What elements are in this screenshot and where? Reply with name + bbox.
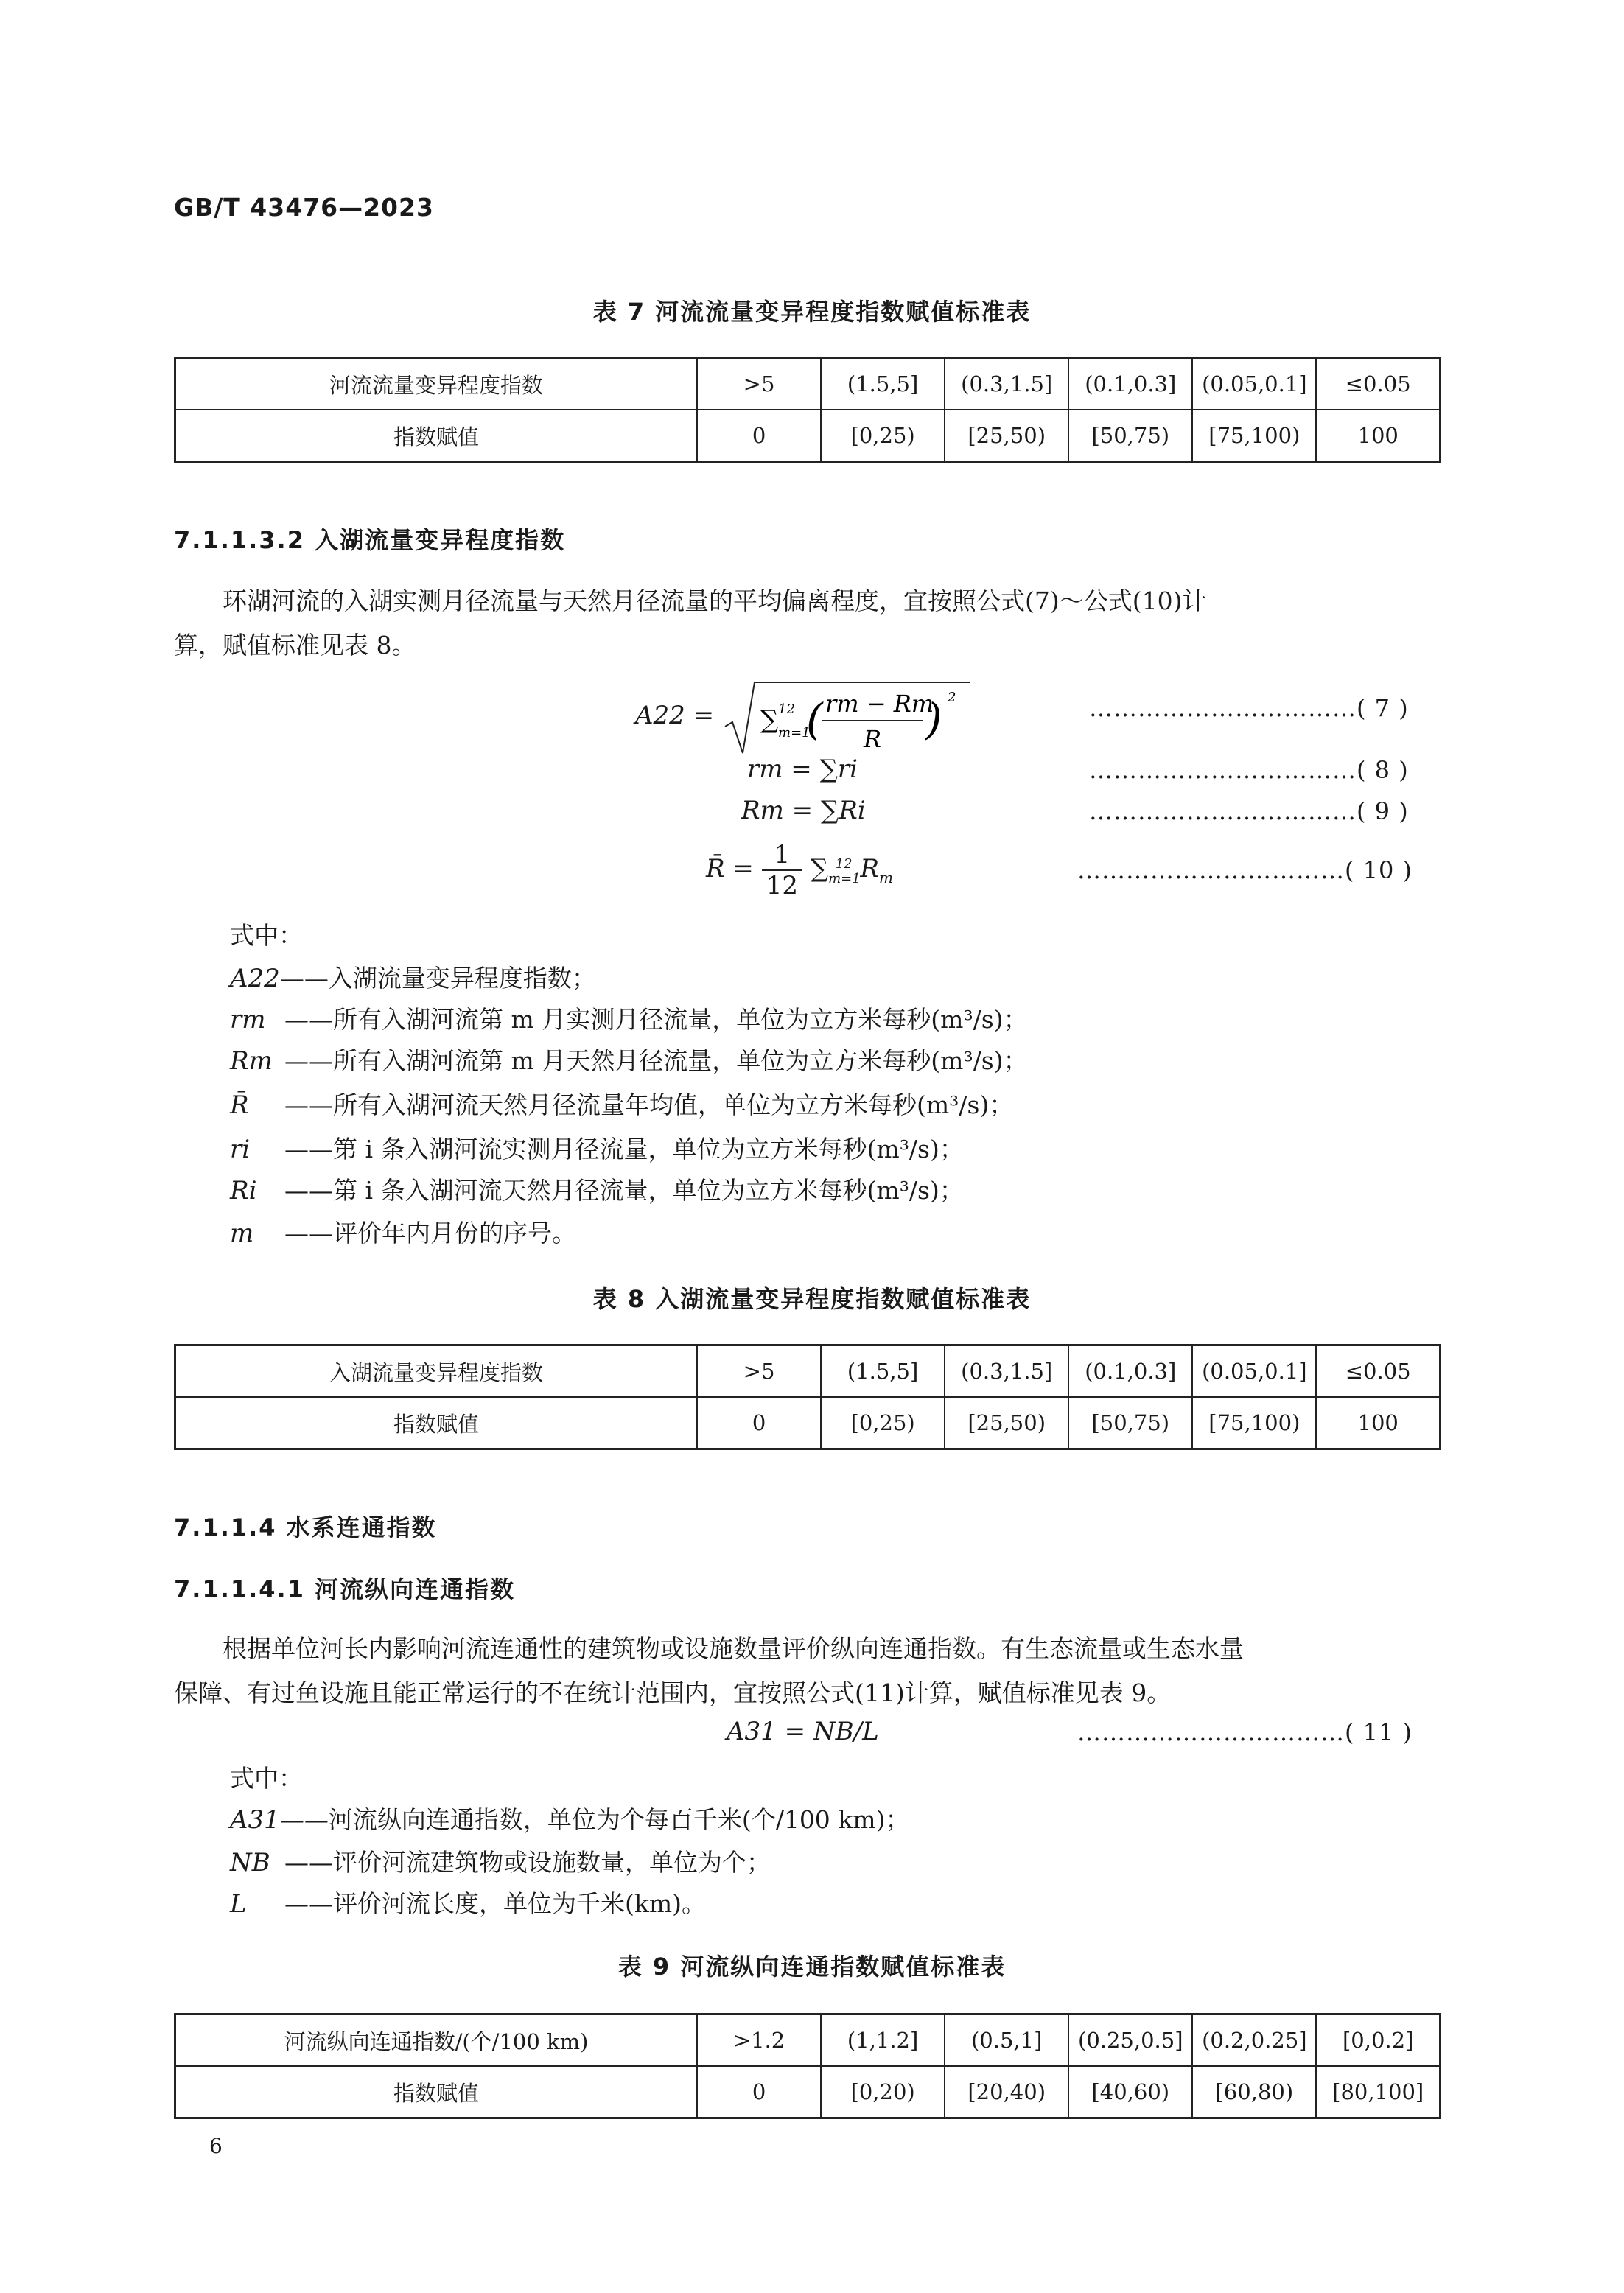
definition-row: [230, 1001, 1028, 1042]
definition-symbol: m: [230, 1219, 254, 1248]
table7: [174, 357, 1441, 463]
definition-symbol: A31: [230, 1805, 280, 1835]
definition-text: ——第 i 条入湖河流实测月径流量，单位为立方米每秒(m³/s)；: [284, 1135, 964, 1163]
table-cell: [50,75): [1068, 1397, 1192, 1449]
svg-text:2: 2: [947, 690, 956, 705]
table-cell: (1,1.2]: [821, 2014, 945, 2067]
table-cell: ≤0.05: [1316, 358, 1440, 410]
table-cell: [0,0.2]: [1316, 2014, 1440, 2067]
table-cell: [25,50): [945, 410, 1068, 462]
section-heading: 7.1.1.4.1 河流纵向连通指数: [174, 1575, 516, 1603]
page-number: 6: [209, 2134, 223, 2158]
table-cell: 指数赋值: [175, 2066, 698, 2118]
table-cell: (0.3,1.5]: [945, 358, 1068, 410]
table-cell: ≤0.05: [1316, 1345, 1440, 1398]
equation-number: ……………………………( 7 ): [1089, 694, 1409, 722]
table-cell: 0: [697, 1397, 821, 1449]
definition-text: ——所有入湖河流天然月径流量年均值，单位为立方米每秒(m³/s)；: [284, 1091, 1014, 1119]
formula-7: [635, 676, 973, 757]
definition-text: ——评价河流长度，单位为千米(km)。: [284, 1889, 707, 1918]
svg-text:): ): [925, 694, 942, 744]
svg-text:(: (: [805, 694, 823, 744]
table-cell: >5: [697, 358, 821, 410]
definition-symbol: ri: [230, 1135, 251, 1164]
fraction: $\frac{1}{12}$: [762, 840, 802, 900]
definition-text: ——评价年内月份的序号。: [284, 1219, 576, 1247]
table-cell: [0,25): [821, 410, 945, 462]
definition-symbol: A22: [230, 964, 280, 993]
definition-symbol: Rm: [230, 1046, 273, 1076]
where-label: 式中：: [230, 1764, 303, 1793]
table-cell: [80,100]: [1316, 2066, 1440, 2118]
table-row: [175, 1397, 1441, 1449]
table-row: [175, 2014, 1441, 2067]
definition-text: ——评价河流建筑物或设施数量，单位为个；: [284, 1848, 771, 1877]
formula-lhs: R̄ =: [706, 854, 754, 883]
table-cell: [75,100): [1192, 410, 1316, 462]
section-heading: 7.1.1.3.2 入湖流量变异程度指数: [174, 526, 566, 554]
table-cell: (0.1,0.3]: [1068, 1345, 1192, 1398]
definition-row: [230, 1086, 1013, 1127]
definition-symbol: NB: [230, 1848, 270, 1877]
table-cell: (1.5,5]: [821, 1345, 945, 1398]
table-cell: (0.2,0.25]: [1192, 2014, 1316, 2067]
svg-text:12: 12: [777, 701, 795, 717]
formula-11: A31 = NB/L: [727, 1717, 879, 1746]
paragraph-line: 算，赋值标准见表 8。: [174, 631, 416, 659]
table-cell: 河流流量变异程度指数: [175, 358, 698, 410]
table-cell: (0.25,0.5]: [1068, 2014, 1192, 2067]
definition-text: ——入湖流量变异程度指数；: [279, 964, 596, 993]
paragraph-line: 保障、有过鱼设施且能正常运行的不在统计范围内，宜按照公式(11)计算，赋值标准见表 9。: [174, 1678, 1172, 1707]
table-cell: 入湖流量变异程度指数: [175, 1345, 698, 1398]
formula-10: R̄ = $\frac{1}{12}$ $\sum_{m=1}^{12}$ $R_m$: [706, 840, 893, 900]
paragraph-line: 环湖河流的入湖实测月径流量与天然月径流量的平均偏离程度，宜按照公式(7)～公式(10)计: [223, 587, 1207, 615]
table-cell: [20,40): [945, 2066, 1068, 2118]
where-label: 式中：: [230, 921, 303, 950]
table7-caption: 表 7 河流流量变异程度指数赋值标准表: [592, 298, 1032, 326]
standard-code: GB/T 43476—2023: [174, 193, 434, 222]
table-cell: [50,75): [1068, 410, 1192, 462]
svg-text:m=1: m=1: [777, 725, 811, 741]
formula-9: Rm = ∑Ri: [741, 796, 866, 825]
svg-text:∑: ∑: [760, 705, 779, 735]
definition-text: ——河流纵向连通指数，单位为个每百千米(个/100 km)；: [279, 1805, 910, 1834]
paragraph: [174, 1627, 1441, 1715]
svg-text:R: R: [863, 725, 882, 753]
definition-row: [230, 959, 596, 1001]
definition-text: ——第 i 条入湖河流天然月径流量，单位为立方米每秒(m³/s)；: [284, 1176, 964, 1205]
sqrt-expression: [722, 676, 973, 757]
definition-text: ——所有入湖河流第 m 月实测月径流量，单位为立方米每秒(m³/s)；: [284, 1005, 1028, 1034]
table-cell: [0,20): [821, 2066, 945, 2118]
table-cell: (1.5,5]: [821, 358, 945, 410]
definition-row: [230, 1844, 771, 1885]
definition-symbol: rm: [230, 1005, 266, 1035]
paragraph: [174, 579, 1441, 668]
table8: [174, 1344, 1441, 1450]
table-cell: (0.05,0.1]: [1192, 1345, 1316, 1398]
table-cell: (0.3,1.5]: [945, 1345, 1068, 1398]
table-cell: >5: [697, 1345, 821, 1398]
table-cell: 指数赋值: [175, 1397, 698, 1449]
equation-number: ……………………………( 11 ): [1077, 1718, 1413, 1746]
table-row: [175, 410, 1441, 462]
table-cell: (0.05,0.1]: [1192, 358, 1316, 410]
table-row: [175, 1345, 1441, 1398]
section-heading: 7.1.1.4 水系连通指数: [174, 1513, 437, 1541]
table-cell: [0,25): [821, 1397, 945, 1449]
definition-symbol: L: [230, 1889, 247, 1919]
table-cell: 100: [1316, 410, 1440, 462]
definition-text: ——所有入湖河流第 m 月天然月径流量，单位为立方米每秒(m³/s)；: [284, 1046, 1028, 1075]
definition-row: [230, 1214, 576, 1256]
definition-symbol: R̄: [230, 1091, 249, 1120]
equation-number: ……………………………( 8 ): [1089, 756, 1409, 784]
table-row: [175, 2066, 1441, 2118]
table8-caption: 表 8 入湖流量变异程度指数赋值标准表: [592, 1285, 1032, 1313]
formula-8: rm = ∑ri: [747, 755, 858, 784]
table-cell: 0: [697, 2066, 821, 2118]
equation-number: ……………………………( 10 ): [1077, 856, 1413, 884]
definition-row: [230, 1042, 1028, 1083]
table-row: [175, 358, 1441, 410]
table9: [174, 2013, 1441, 2119]
table-cell: 0: [697, 410, 821, 462]
table-cell: [60,80): [1192, 2066, 1316, 2118]
paragraph-line: 根据单位河长内影响河流连通性的建筑物或设施数量评价纵向连通指数。有生态流量或生态水量: [223, 1634, 1244, 1663]
table-cell: (0.5,1]: [945, 2014, 1068, 2067]
table-cell: 河流纵向连通指数/(个/100 km): [175, 2014, 698, 2067]
definition-row: [230, 1130, 964, 1172]
svg-text:rm − Rm: rm − Rm: [825, 690, 934, 718]
table-cell: [75,100): [1192, 1397, 1316, 1449]
table9-caption: 表 9 河流纵向连通指数赋值标准表: [617, 1953, 1007, 1981]
equation-number: ……………………………( 9 ): [1089, 797, 1409, 825]
definition-row: [230, 1801, 909, 1842]
formula-lhs: A22 =: [635, 701, 715, 730]
table-cell: [25,50): [945, 1397, 1068, 1449]
table-cell: (0.1,0.3]: [1068, 358, 1192, 410]
definition-row: [230, 1172, 964, 1213]
definition-symbol: Ri: [230, 1176, 257, 1205]
definition-row: [230, 1885, 706, 1926]
table-cell: >1.2: [697, 2014, 821, 2067]
table-cell: [40,60): [1068, 2066, 1192, 2118]
table-cell: 指数赋值: [175, 410, 698, 462]
table-cell: 100: [1316, 1397, 1440, 1449]
